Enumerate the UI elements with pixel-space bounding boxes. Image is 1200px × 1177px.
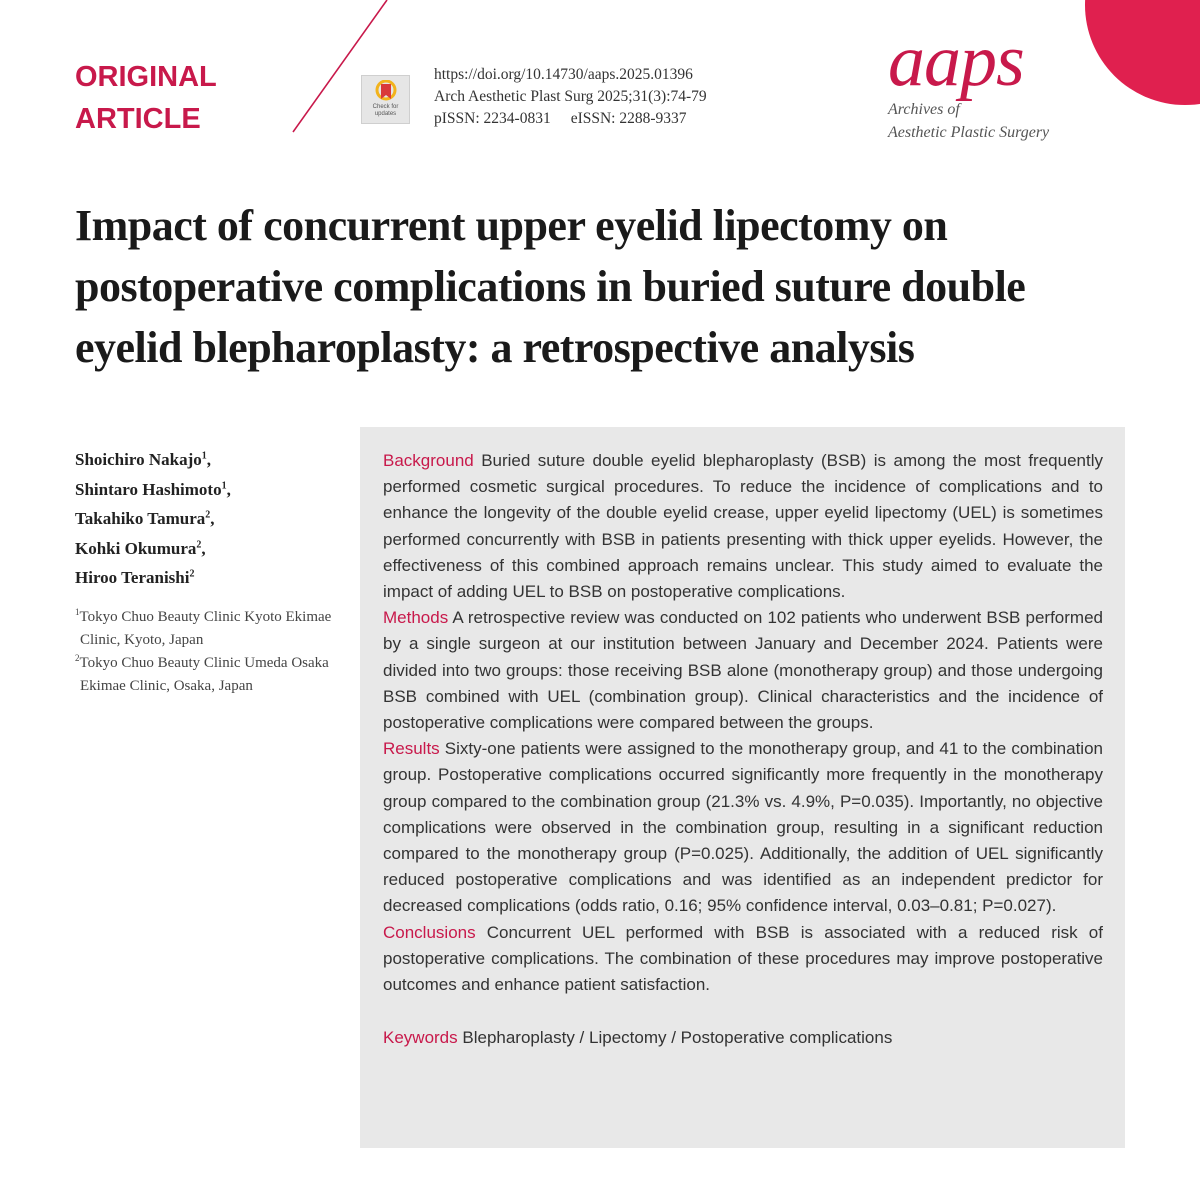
- abstract-keywords: [383, 1025, 1103, 1051]
- pissn: pISSN: 2234-0831: [434, 110, 551, 127]
- eissn: eISSN: 2288-9337: [570, 110, 687, 127]
- author-affiliation-mark: 2: [196, 538, 202, 550]
- article-title: Impact of concurrent upper eyelid lipectomy on postoperative complications in buried suture double eyelid blepharoplasty: a retrospective analysis: [75, 201, 1026, 372]
- author-name: Shintaro Hashimoto: [75, 479, 222, 499]
- affiliation-list: [75, 606, 355, 698]
- author-name: Takahiko Tamura: [75, 509, 206, 528]
- journal-name-line1: Archives of: [888, 101, 960, 118]
- bookmark-ribbon-icon: [375, 80, 397, 104]
- doi-link[interactable]: https://doi.org/10.14730/aaps.2025.01396: [434, 66, 693, 83]
- abstract-conclusions: [383, 920, 1103, 999]
- author-affiliation-mark: 1: [221, 479, 227, 491]
- author: [75, 534, 355, 564]
- journal-name-line2: Aesthetic Plastic Surgery: [888, 124, 1050, 141]
- author-separator: ,: [201, 538, 206, 558]
- conclusions-heading: Conclusions: [383, 922, 476, 942]
- methods-heading: Methods: [383, 608, 449, 628]
- author-separator: ,: [206, 450, 211, 469]
- article-type-line2: ARTICLE: [75, 103, 201, 135]
- check-for-updates-badge[interactable]: [361, 75, 410, 124]
- article-type-line1: ORIGINAL: [75, 61, 217, 93]
- affiliation-text: Tokyo Chuo Beauty Clinic Umeda Osaka Ekimae Clinic, Osaka, Japan: [79, 655, 329, 694]
- affiliation-text: Tokyo Chuo Beauty Clinic Kyoto Ekimae Clinic, Kyoto, Japan: [79, 609, 332, 648]
- keywords-heading: Keywords: [383, 1028, 458, 1048]
- author-name: Hiroo Teranishi: [75, 568, 190, 587]
- author-affiliation-mark: 1: [201, 450, 207, 462]
- background-text: Buried suture double eyelid blepharoplasty (BSB) is among the most frequently performed cosmetic surgical procedures. To reduce the incidence of complications and to enhance the longevity of the double eyelid crease, upper eyelid lipectomy (UEL) is sometimes performed concurrently with BSB in patients presenting with thick upper eyelids. However, the effectiveness of this combined approach remains unclear. This study aimed to evaluate the impact of adding UEL to BSB on postoperative complications.: [383, 451, 1103, 602]
- citation: Arch Aesthetic Plast Surg 2025;31(3):74-79: [434, 88, 707, 105]
- author: [75, 504, 355, 534]
- abstract-background: [383, 448, 1103, 605]
- author: [75, 445, 355, 475]
- author-separator: ,: [226, 479, 231, 499]
- author-affiliation-mark: 2: [205, 509, 211, 521]
- article-type-label: [75, 56, 217, 140]
- methods-text: A retrospective review was conducted on 102 patients who underwent BSB performed by a single surgeon at our institution between January and December 2024. Patients were divided into two groups: those receiving BSB alone (monotherapy group) and those undergoing BSB combined with UEL (combination group). Clinical characteristics and the incidence of postoperative complications were compared between the groups.: [383, 608, 1103, 733]
- author-name: Shoichiro Nakajo: [75, 450, 202, 469]
- abstract-methods: [383, 605, 1103, 736]
- author-name: Kohki Okumura: [75, 538, 197, 558]
- article-metadata: [434, 64, 707, 130]
- affiliation: [75, 606, 355, 652]
- results-heading: Results: [383, 739, 440, 759]
- abstract-box: [360, 427, 1125, 1148]
- author: [75, 563, 355, 593]
- results-text: Sixty-one patients were assigned to the monotherapy group, and 41 to the combination group. Postoperative complications occurred significantly more frequently in the monotherapy group compared to the combination group (21.3% vs. 4.9%, P=0.035). Importantly, no objective complications were observed in the combination group, resulting in a significant reduction compared to the monotherapy group (P=0.025). Additionally, the addition of UEL significantly reduced postoperative complications and was identified as an independent predictor for decreased complications (odds ratio, 0.16; 95% confidence interval, 0.03–0.81; P=0.027).: [383, 739, 1103, 916]
- author-list: [75, 445, 355, 593]
- decorative-corner-circle: [1085, 0, 1200, 105]
- author: [75, 475, 355, 505]
- affiliation: [75, 652, 355, 698]
- check-for-updates-text: Check for updates: [372, 104, 399, 117]
- author-affiliation-mark: 2: [189, 568, 195, 580]
- affiliation-number: 2: [75, 653, 80, 663]
- affiliation-number: 1: [75, 607, 80, 617]
- issn-line: [434, 108, 707, 130]
- journal-logo-mark: aaps: [888, 20, 1024, 102]
- keywords-text: Blepharoplasty / Lipectomy / Postoperative complications: [462, 1028, 893, 1048]
- author-separator: ,: [210, 509, 215, 528]
- conclusions-text: Concurrent UEL performed with BSB is associated with a reduced risk of postoperative complications. The combination of these procedures may improve postoperative outcomes and enhance patient satisfaction.: [383, 922, 1103, 995]
- background-heading: Background: [383, 451, 474, 470]
- journal-logo: [888, 20, 1068, 146]
- abstract-results: [383, 736, 1103, 919]
- journal-name: [888, 98, 1068, 144]
